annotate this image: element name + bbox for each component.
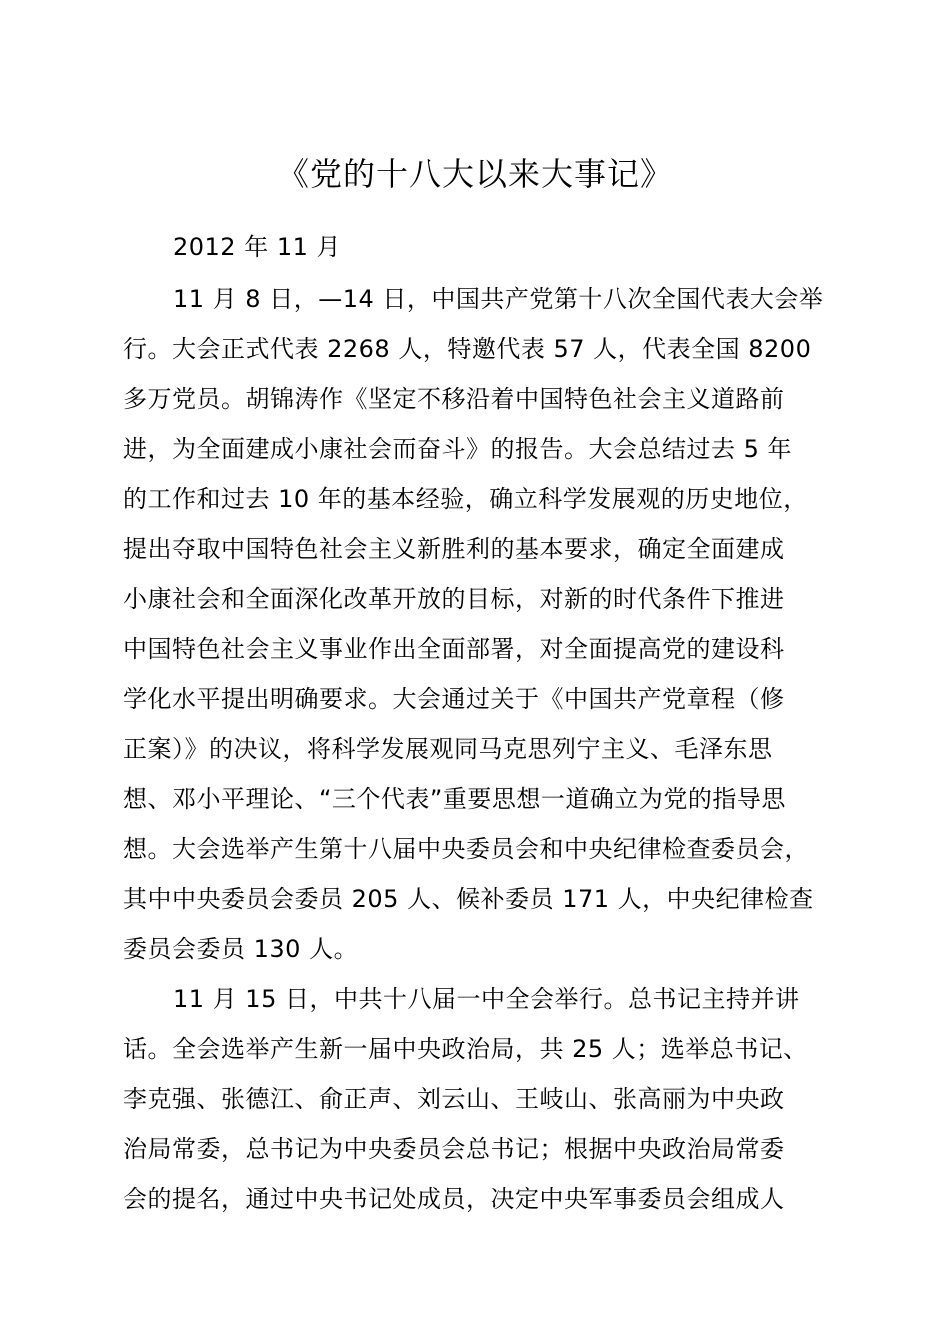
paragraph-line: 的工作和过去 10 年的基本经验，确立科学发展观的历史地位，: [123, 485, 808, 513]
paragraph-line: 行。大会正式代表 2268 人，特邀代表 57 人，代表全国 8200: [123, 335, 812, 363]
paragraph-line: 学化水平提出明确要求。大会通过关于《中国共产党章程（修: [123, 685, 785, 713]
paragraph-line: 进，为全面建成小康社会而奋斗》的报告。大会总结过去 5 年: [123, 435, 793, 463]
month-heading: 2012 年 11 月: [173, 233, 342, 261]
paragraph-line: 话。全会选举产生新一届中央政治局，共 25 人；选举总书记、: [123, 1035, 808, 1063]
document-title: 《党的十八大以来大事记》: [276, 155, 673, 193]
paragraph-line: 想。大会选举产生第十八届中央委员会和中央纪律检查委员会，: [123, 835, 809, 863]
paragraph-line: 11 月 8 日，—14 日，中国共产党第十八次全国代表大会举: [173, 285, 824, 313]
paragraph-line: 11 月 15 日，中共十八届一中全会举行。总书记主持并讲: [173, 985, 800, 1013]
paragraph-line: 想、邓小平理论、“三个代表”重要思想一道确立为党的指导思: [123, 785, 786, 813]
paragraph-line: 会的提名，通过中央书记处成员，决定中央军事委员会组成人: [123, 1185, 785, 1213]
paragraph-line: 多万党员。胡锦涛作《坚定不移沿着中国特色社会主义道路前: [123, 385, 785, 413]
paragraph-line: 李克强、张德江、俞正声、刘云山、王岐山、张高丽为中央政: [123, 1085, 785, 1113]
paragraph-line: 治局常委，总书记为中央委员会总书记；根据中央政治局常委: [123, 1135, 785, 1163]
paragraph-line: 提出夺取中国特色社会主义新胜利的基本要求，确定全面建成: [123, 535, 785, 563]
paragraph-line: 小康社会和全面深化改革开放的目标，对新的时代条件下推进: [123, 585, 785, 613]
paragraph-line: 中国特色社会主义事业作出全面部署，对全面提高党的建设科: [123, 635, 785, 663]
paragraph-line: 正案）》的决议，将科学发展观同马克思列宁主义、毛泽东思: [123, 735, 773, 763]
paragraph-line: 其中中央委员会委员 205 人、候补委员 171 人，中央纪律检查: [123, 885, 814, 913]
paragraph-line: 委员会委员 130 人。: [123, 935, 359, 963]
